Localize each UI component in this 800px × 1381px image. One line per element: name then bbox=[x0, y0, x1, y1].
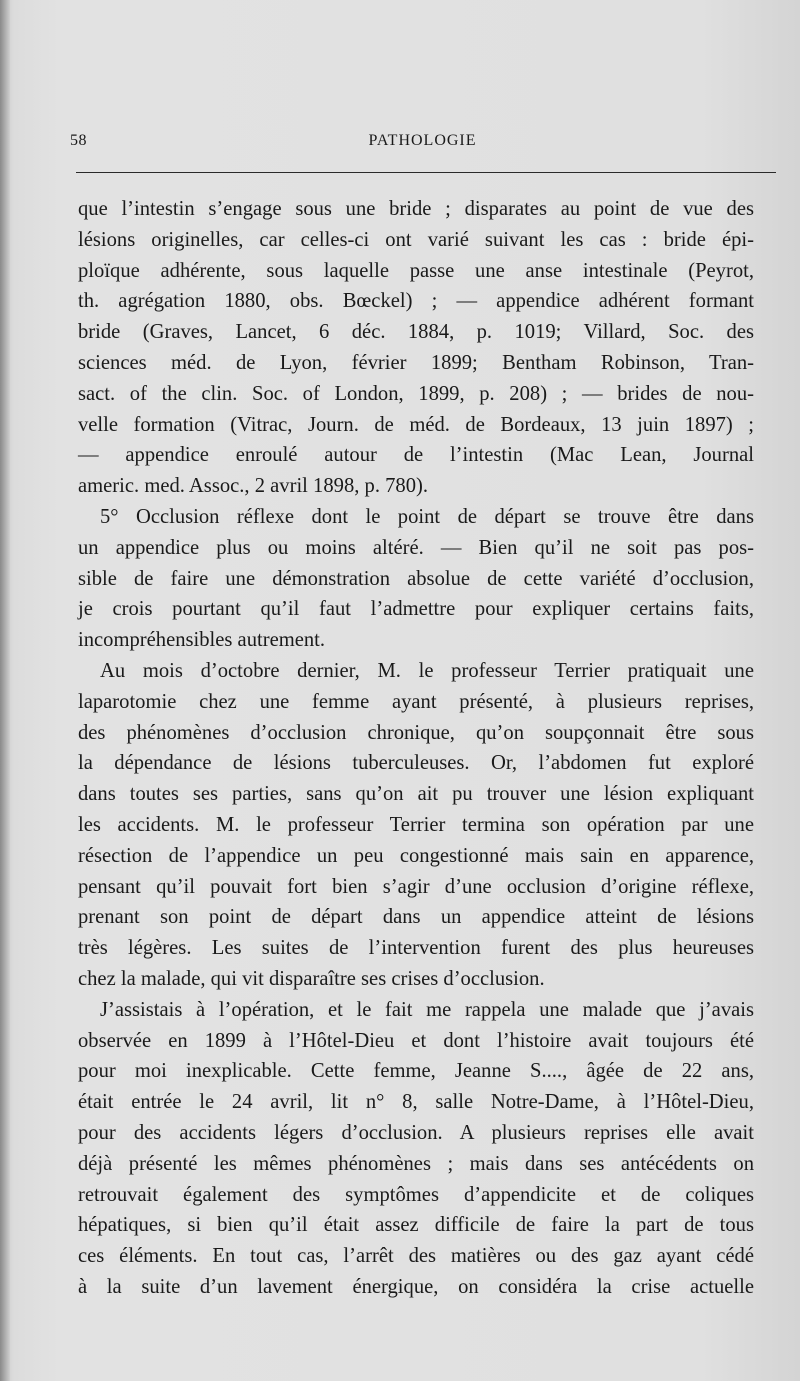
text-line: à la suite d’un lavement énergique, on considéra la crise actuelle bbox=[78, 1275, 754, 1298]
page-number: 58 bbox=[70, 132, 87, 149]
text-line: americ. med. Assoc., 2 avril 1898, p. 780). bbox=[78, 475, 429, 498]
text-line: les accidents. M. le professeur Terrier termina son opération par une bbox=[78, 813, 754, 836]
text-line: ploïque adhérente, sous laquelle passe une anse intestinale (Peyrot, bbox=[78, 259, 754, 282]
book-spine-shadow bbox=[0, 0, 10, 1381]
text-line: des phénomènes d’occlusion chronique, qu’on soupçonnait être sous bbox=[78, 721, 754, 744]
text-line: chez la malade, qui vit disparaître ses crises d’occlusion. bbox=[78, 967, 545, 990]
text-line: sact. of the clin. Soc. of London, 1899, p. 208) ; — brides de nou- bbox=[78, 382, 754, 405]
header-rule bbox=[76, 172, 776, 173]
text-line: très légères. Les suites de l’intervention furent des plus heureuses bbox=[78, 937, 754, 960]
text-line: était entrée le 24 avril, lit n° 8, salle Notre-Dame, à l’Hôtel-Dieu, bbox=[78, 1091, 754, 1114]
text-line: pour moi inexplicable. Cette femme, Jeanne S...., âgée de 22 ans, bbox=[78, 1060, 754, 1083]
text-line: incompréhensibles autrement. bbox=[78, 629, 326, 652]
text-line: bride (Graves, Lancet, 6 déc. 1884, p. 1019; Villard, Soc. des bbox=[78, 321, 754, 344]
text-line: th. agrégation 1880, obs. Bœckel) ; — appendice adhérent formant bbox=[78, 290, 754, 313]
text-line: déjà présenté les mêmes phénomènes ; mais dans ses antécédents on bbox=[78, 1152, 754, 1175]
text-line: — appendice enroulé autour de l’intestin (Mac Lean, Journal bbox=[78, 444, 754, 467]
text-line: je crois pourtant qu’il faut l’admettre pour expliquer certains faits, bbox=[78, 598, 754, 621]
text-line: velle formation (Vitrac, Journ. de méd. de Bordeaux, 13 juin 1897) ; bbox=[78, 413, 754, 436]
text-line: 5° Occlusion réflexe dont le point de départ se trouve être dans bbox=[100, 505, 754, 528]
text-line: observée en 1899 à l’Hôtel-Dieu et dont l’histoire avait toujours été bbox=[78, 1029, 754, 1052]
text-line: ces éléments. En tout cas, l’arrêt des matières ou des gaz ayant cédé bbox=[78, 1245, 754, 1268]
page-header bbox=[70, 132, 775, 160]
text-line: sible de faire une démonstration absolue de cette variété d’occlusion, bbox=[78, 567, 754, 590]
text-line: prenant son point de départ dans un appendice atteint de lésions bbox=[78, 906, 754, 929]
text-line: dans toutes ses parties, sans qu’on ait pu trouver une lésion expliquant bbox=[78, 783, 754, 806]
text-line: lésions originelles, car celles-ci ont varié suivant les cas : bride épi- bbox=[78, 228, 754, 251]
text-line: laparotomie chez une femme ayant présenté, à plusieurs reprises, bbox=[78, 690, 754, 713]
text-line: Au mois d’octobre dernier, M. le professeur Terrier pratiquait une bbox=[100, 659, 754, 682]
text-line: résection de l’appendice un peu congestionné mais sain en apparence, bbox=[78, 844, 754, 867]
text-line: pensant qu’il pouvait fort bien s’agir d’une occlusion d’origine réflexe, bbox=[78, 875, 754, 898]
text-line: la dépendance de lésions tuberculeuses. Or, l’abdomen fut exploré bbox=[78, 752, 754, 775]
running-title: PATHOLOGIE bbox=[368, 132, 477, 149]
text-line: retrouvait également des symptômes d’appendicite et de coliques bbox=[78, 1183, 754, 1206]
text-line: pour des accidents légers d’occlusion. A plusieurs reprises elle avait bbox=[78, 1121, 754, 1144]
body-text bbox=[78, 194, 754, 1303]
text-line: hépatiques, si bien qu’il était assez difficile de faire la part de tous bbox=[78, 1214, 754, 1237]
text-line: un appendice plus ou moins altéré. — Bien qu’il ne soit pas pos- bbox=[78, 536, 754, 559]
text-line: que l’intestin s’engage sous une bride ; disparates au point de vue des bbox=[78, 198, 754, 220]
text-line: sciences méd. de Lyon, février 1899; Bentham Robinson, Tran- bbox=[78, 351, 754, 374]
text-line: J’assistais à l’opération, et le fait me rappela une malade que j’avais bbox=[100, 998, 754, 1021]
